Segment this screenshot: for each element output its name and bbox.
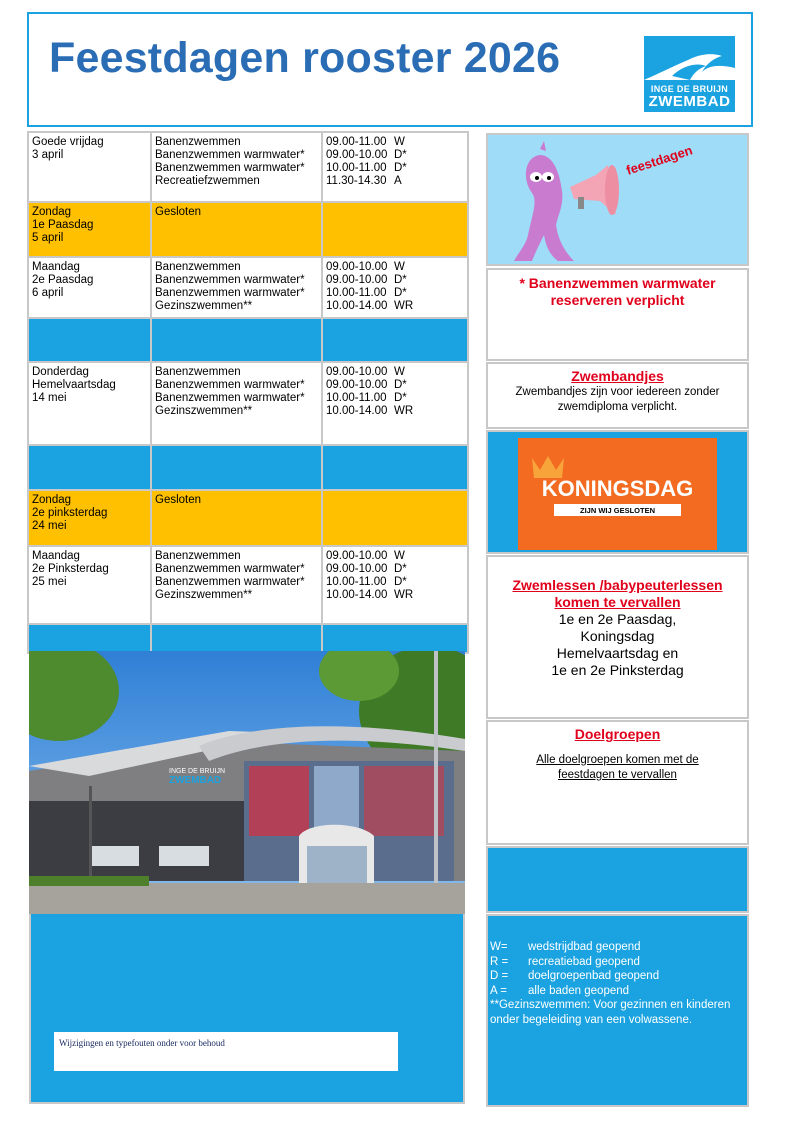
bath-code: D* xyxy=(394,149,407,161)
day-cell xyxy=(28,546,151,624)
legend-key: A = xyxy=(490,984,507,997)
bath-code: W xyxy=(394,261,405,273)
bath-code: WR xyxy=(394,300,414,312)
day-cell xyxy=(28,202,151,257)
spacer-cell xyxy=(151,445,322,490)
spacer-cell xyxy=(28,445,151,490)
zwembandjes-title: Zwembandjes xyxy=(571,368,664,384)
day-holiday: 1e Paasdag xyxy=(32,219,94,231)
time-range: 10.00-14.00 xyxy=(326,405,388,417)
activity: Banenzwemmen warmwater* xyxy=(155,563,305,575)
day-cell xyxy=(28,132,151,202)
activity: Banenzwemmen warmwater* xyxy=(155,149,305,161)
spacer-cell xyxy=(322,318,468,362)
building-photo xyxy=(29,651,465,914)
bath-code: D* xyxy=(394,379,407,391)
day-date: 25 mei xyxy=(32,576,67,588)
zwemlessen-title: Zwemlessen /babypeuterlessen komen te vervallen xyxy=(512,577,723,610)
schedule-row-spacer xyxy=(28,445,468,490)
schedule-row-spacer xyxy=(28,624,468,653)
warmwater-note-box xyxy=(486,268,749,361)
koningsdag-subtitle: ZIJN WIJ GESLOTEN xyxy=(579,506,656,515)
bath-code: A xyxy=(394,175,402,187)
logo-text-top: INGE DE BRUIJN xyxy=(650,84,729,94)
time-range: 10.00-14.00 xyxy=(326,589,388,601)
doelgroepen-text: Alle doelgroepen komen met de feestdagen te vervallen xyxy=(536,754,699,781)
doelgroepen-title: Doelgroepen xyxy=(574,726,661,742)
legend-key: D = xyxy=(490,970,509,982)
legend-box xyxy=(486,914,749,1107)
time-range: 09.00-10.00 xyxy=(326,149,388,161)
day-date: 3 april xyxy=(32,149,64,161)
bath-code: W xyxy=(394,136,405,148)
time-range: 10.00-11.00 xyxy=(326,392,387,404)
time-cell xyxy=(322,546,468,624)
time-range: 10.00-11.00 xyxy=(326,576,387,588)
bath-code: W xyxy=(394,550,405,562)
day-name: Zondag xyxy=(32,206,72,218)
schedule-row-goede-vrijdag xyxy=(28,132,468,202)
day-name: Donderdag xyxy=(32,366,89,378)
legend-value: doelgroepenbad geopend xyxy=(528,970,660,982)
feestdagen-label: feestdagen xyxy=(624,142,695,178)
bath-code: D* xyxy=(394,162,407,174)
schedule-row-spacer xyxy=(28,318,468,362)
bath-code: D* xyxy=(394,287,407,299)
bath-code: W xyxy=(394,366,405,378)
time-range: 11.30-14.30 xyxy=(326,175,387,187)
day-name: Goede vrijdag xyxy=(32,136,104,148)
activity: Gezinszwemmen** xyxy=(155,589,253,601)
zwembad-logo xyxy=(644,36,735,112)
day-holiday: 2e Pinksterdag xyxy=(32,563,109,575)
schedule-row-hemelvaartsdag xyxy=(28,362,468,445)
activity-cell xyxy=(151,546,322,624)
time-range: 09.00-10.00 xyxy=(326,563,388,575)
time-range: 09.00-10.00 xyxy=(326,379,388,391)
schedule-row-1e-paasdag xyxy=(28,202,468,257)
zwemlessen-box xyxy=(486,555,749,719)
zwembandjes-box xyxy=(486,362,749,429)
activity: Banenzwemmen warmwater* xyxy=(155,162,305,174)
day-holiday: 2e pinksterdag xyxy=(32,507,108,519)
disclaimer-text: Wijzigingen en typefouten onder voor behoud xyxy=(59,1038,225,1048)
activity-cell xyxy=(151,257,322,318)
disclaimer-box xyxy=(52,1030,400,1073)
legend xyxy=(488,916,747,1027)
legend-value: alle baden geopend xyxy=(528,984,630,997)
activity: Gezinszwemmen** xyxy=(155,405,253,417)
spacer-cell xyxy=(322,445,468,490)
building-sign-bottom: ZWEMBAD xyxy=(169,775,222,786)
time-cell xyxy=(322,257,468,318)
day-holiday: Hemelvaartsdag xyxy=(32,379,116,391)
activity: Banenzwemmen warmwater* xyxy=(155,274,305,286)
closed-label: Gesloten xyxy=(155,206,202,218)
logo-text-bottom: ZWEMBAD xyxy=(648,93,731,110)
feestdagen-image xyxy=(486,133,749,266)
bath-code: D* xyxy=(394,392,407,404)
day-holiday: 2e Paasdag xyxy=(32,274,94,286)
activity: Banenzwemmen warmwater* xyxy=(155,392,305,404)
time-cell xyxy=(322,490,468,546)
schedule-table xyxy=(27,131,469,654)
day-date: 6 april xyxy=(32,287,64,299)
schedule-row-1e-pinksterdag xyxy=(28,490,468,546)
day-cell xyxy=(28,362,151,445)
page-title: Feestdagen rooster 2026 xyxy=(49,34,561,82)
activity-cell xyxy=(151,490,322,546)
time-range: 10.00-14.00 xyxy=(326,300,388,312)
activity: Banenzwemmen warmwater* xyxy=(155,379,305,391)
day-date: 24 mei xyxy=(32,520,67,532)
koningsdag-box xyxy=(486,430,749,554)
zwemlessen-line: 1e en 2e Paasdag, xyxy=(558,611,677,627)
closed-label: Gesloten xyxy=(155,494,202,506)
time-range: 09.00-10.00 xyxy=(326,274,388,286)
activity-cell xyxy=(151,362,322,445)
time-cell xyxy=(322,202,468,257)
schedule-row-2e-pinksterdag xyxy=(28,546,468,624)
bath-code: D* xyxy=(394,576,407,588)
zwemlessen-line: 1e en 2e Pinksterdag xyxy=(551,662,684,678)
day-name: Maandag xyxy=(32,261,80,273)
time-range: 09.00-10.00 xyxy=(326,550,388,562)
spacer-cell xyxy=(151,624,322,653)
legend-footnote: **Gezinszwemmen: Voor gezinnen en kinderen onder begeleiding van een volwassene. xyxy=(490,999,731,1026)
legend-value: wedstrijdbad geopend xyxy=(528,941,641,953)
day-date: 5 april xyxy=(32,232,64,244)
bath-code: D* xyxy=(394,274,407,286)
activity: Banenzwemmen xyxy=(155,261,241,273)
koningsdag-title: KONINGSDAG xyxy=(541,476,694,501)
legend-item xyxy=(490,955,745,970)
time-range: 10.00-11.00 xyxy=(326,287,387,299)
koningsdag-banner xyxy=(518,438,717,550)
time-cell xyxy=(322,132,468,202)
spacer-cell xyxy=(28,318,151,362)
legend-item xyxy=(490,940,745,955)
legend-item xyxy=(490,984,745,999)
time-range: 10.00-11.00 xyxy=(326,162,387,174)
doelgroepen-box xyxy=(486,720,749,845)
building-sign-top: INGE DE BRUIJN xyxy=(169,768,226,775)
zwemlessen-line: Koningsdag xyxy=(580,628,655,644)
bath-code: WR xyxy=(394,589,414,601)
activity: Gezinszwemmen** xyxy=(155,300,253,312)
time-range: 09.00-10.00 xyxy=(326,366,388,378)
bath-code: WR xyxy=(394,405,414,417)
spacer-cell xyxy=(28,624,151,653)
activity: Banenzwemmen xyxy=(155,550,241,562)
activity: Banenzwemmen xyxy=(155,366,241,378)
day-cell xyxy=(28,257,151,318)
spacer-cell xyxy=(151,318,322,362)
header-box xyxy=(27,12,753,127)
activity: Banenzwemmen xyxy=(155,136,241,148)
time-cell xyxy=(322,362,468,445)
spacer-cell xyxy=(322,624,468,653)
legend-value: recreatiebad geopend xyxy=(528,955,640,968)
activity-cell xyxy=(151,202,322,257)
sidebar-blue-spacer xyxy=(486,846,749,913)
activity: Recreatiefzwemmen xyxy=(155,175,260,187)
day-date: 14 mei xyxy=(32,392,67,404)
schedule-row-2e-paasdag xyxy=(28,257,468,318)
zwembandjes-text: Zwembandjes zijn voor iedereen zonder zwemdiploma verplicht. xyxy=(515,386,720,413)
legend-item xyxy=(490,969,745,984)
legend-key: R = xyxy=(490,955,509,968)
day-name: Zondag xyxy=(32,494,72,506)
legend-key: W= xyxy=(490,941,508,953)
zwemlessen-line: Hemelvaartsdag en xyxy=(556,645,679,661)
activity-cell xyxy=(151,132,322,202)
day-name: Maandag xyxy=(32,550,80,562)
bottom-blue-panel xyxy=(29,914,465,1104)
activity: Banenzwemmen warmwater* xyxy=(155,576,305,588)
time-range: 09.00-10.00 xyxy=(326,261,388,273)
day-cell xyxy=(28,490,151,546)
warmwater-note: * Banenzwemmen warmwater reserveren verplicht xyxy=(519,275,716,308)
activity: Banenzwemmen warmwater* xyxy=(155,287,305,299)
bath-code: D* xyxy=(394,563,407,575)
time-range: 09.00-11.00 xyxy=(326,136,387,148)
